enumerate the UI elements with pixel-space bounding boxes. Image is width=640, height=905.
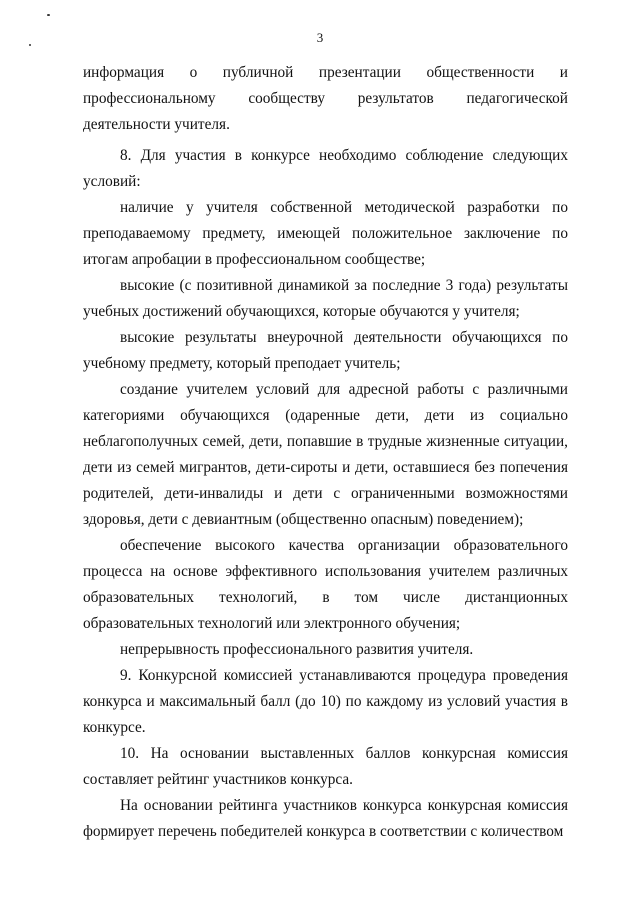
paragraph-item-9: 9. Конкурсной комиссией устанавливаются процедура проведения конкурса и максимальный балл (до 10) по каждому из условий участия в конкурсе. [83, 667, 568, 736]
paragraph-condition-methodology: наличие у учителя собственной методической разработки по преподаваемому предмету, имеющей положительное заключение по итогам апробации в профессиональном сообществе; [83, 199, 568, 268]
paragraph-item-8: 8. Для участия в конкурсе необходимо соблюдение следующих условий: [83, 147, 568, 190]
page-number: 3 [316, 30, 324, 45]
paragraph-condition-categories: создание учителем условий для адресной работы с различными категориями обучающихся (одаренные дети, дети из социально неблагополучных семей, дети, попавшие в трудные жизненные ситуации, дети из семей мигрантов, дети-сироты и дети, оставшиеся без попечения родителей, дети-инвалиды и дети с ограниченными возможностями здоровья, дети с девиантным (общественно опасным) поведением); [83, 381, 568, 528]
scan-speck [47, 14, 50, 16]
paragraph-winners: На основании рейтинга участников конкурса конкурсная комиссия формирует перечень победителей конкурса в соответствии с количеством [83, 797, 568, 840]
paragraph-item-10: 10. На основании выставленных баллов конкурсная комиссия составляет рейтинг участников конкурса. [83, 745, 568, 788]
paragraph-presentation: информация о публичной презентации общественности и профессиональному сообществу результатов педагогической деятельности учителя. [83, 64, 568, 133]
document-body [83, 60, 568, 845]
paragraph-condition-extracurricular: высокие результаты внеурочной деятельности обучающихся по учебному предмету, который преподает учитель; [83, 329, 568, 372]
paragraph-condition-results: высокие (с позитивной динамикой за последние 3 года) результаты учебных достижений обучающихся, которые обучаются у учителя; [83, 277, 568, 320]
paragraph-condition-development: непрерывность профессионального развития учителя. [120, 641, 474, 658]
paragraph-condition-quality: обеспечение высокого качества организации образовательного процесса на основе эффективного использования учителем различных образовательных технологий, в том числе дистанционных образовательных технологий или электронного обучения; [83, 537, 568, 632]
